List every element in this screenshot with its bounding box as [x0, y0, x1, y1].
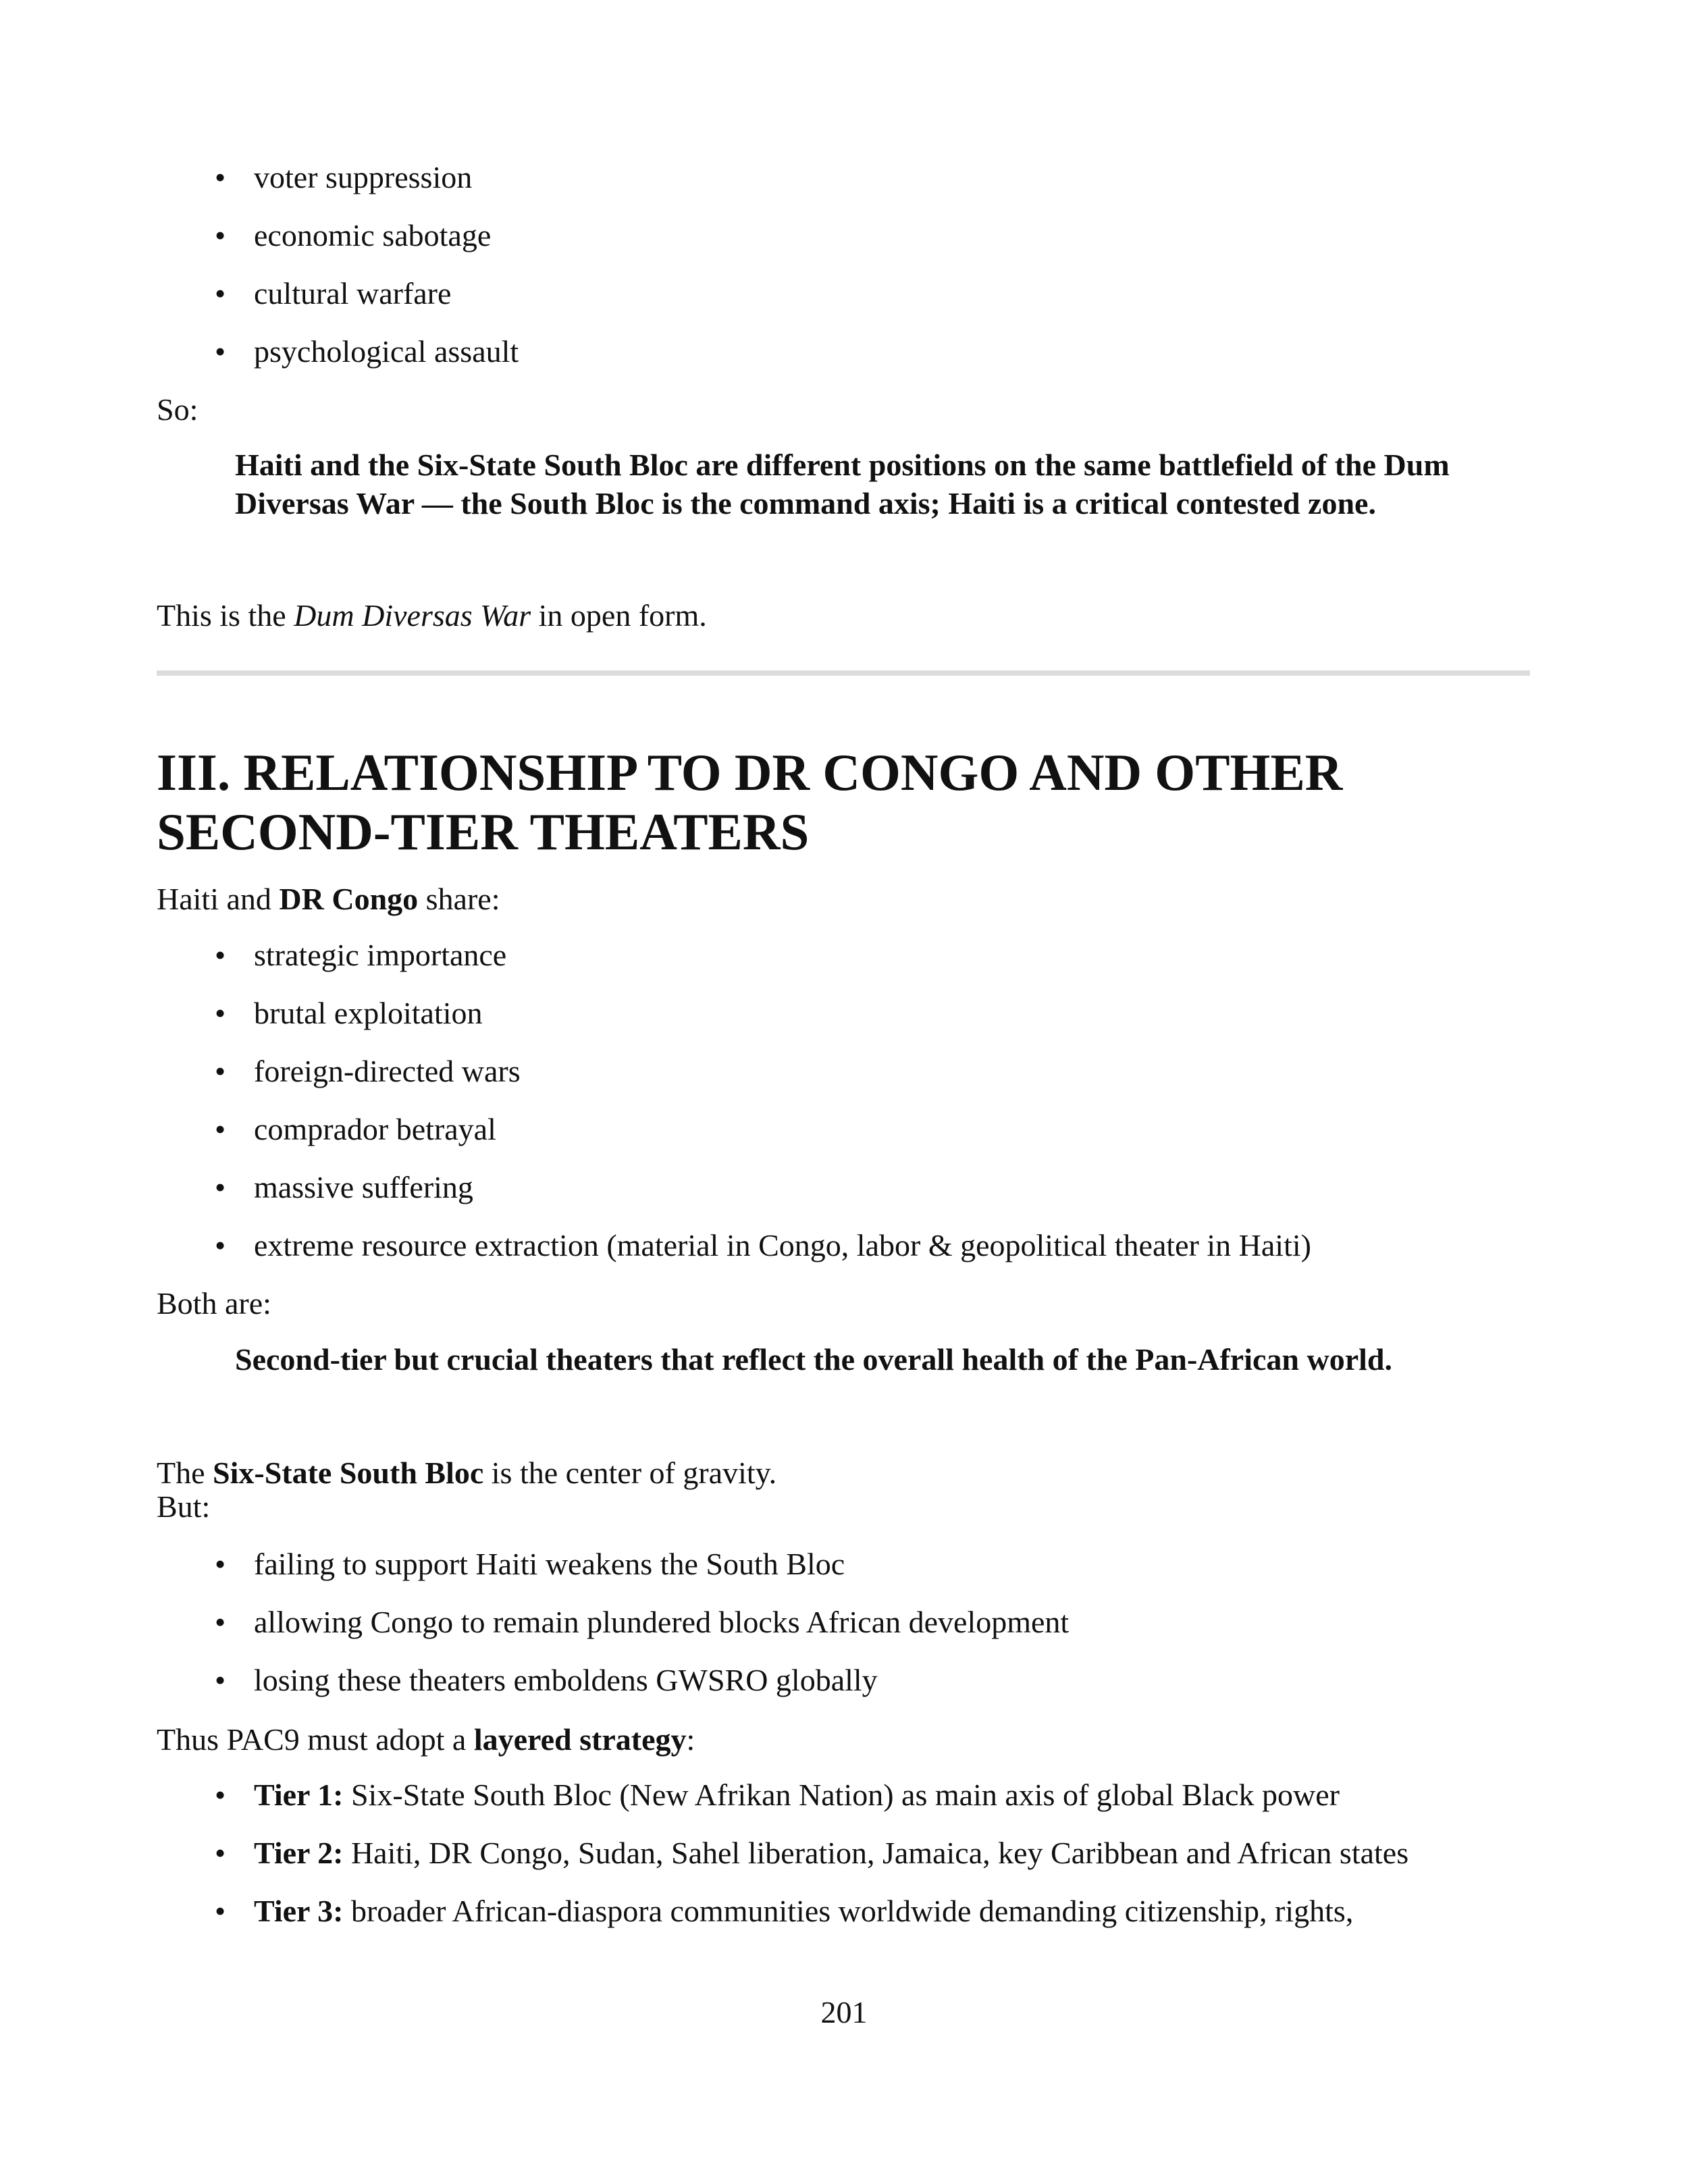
- share-intro: [157, 881, 500, 917]
- strong-text: DR Congo: [279, 882, 419, 916]
- both-label: Both are:: [157, 1286, 271, 1321]
- list-item: • losing these theaters emboldens GWSRO globally: [0, 1662, 1688, 1720]
- text-segment: This is the: [157, 598, 294, 633]
- list-item: • economic sabotage: [0, 217, 1688, 275]
- text-segment: Haiti and: [157, 882, 280, 916]
- list-item: [0, 1893, 1688, 1951]
- strategy-intro: [157, 1722, 695, 1758]
- text-segment: in open form.: [531, 598, 707, 633]
- blockquote-battlefield: Haiti and the Six-State South Bloc are different positions on the same battlefield of the Dum Diversas War — the South Bloc is the command axis; Haiti is a critical contested zone.: [235, 448, 1450, 521]
- text-segment: share:: [418, 882, 500, 916]
- list-item: • massive suffering: [0, 1169, 1688, 1227]
- list-item: • strategic importance: [0, 937, 1688, 995]
- tier-label: Tier 1:: [254, 1778, 344, 1812]
- list-item: • voter suppression: [0, 159, 1688, 217]
- text-segment: Thus PAC9 must adopt a: [157, 1722, 474, 1757]
- grievance-list: [0, 159, 1688, 392]
- blockquote-second-tier: Second-tier but crucial theaters that reflect the overall health of the Pan-African world.: [235, 1342, 1392, 1377]
- tier-text: Haiti, DR Congo, Sudan, Sahel liberation, Jamaica, key Caribbean and African states: [343, 1836, 1409, 1870]
- emphasis-text: Dum Diversas War: [294, 598, 531, 633]
- list-item: • failing to support Haiti weakens the South Bloc: [0, 1546, 1688, 1604]
- strong-text: layered strategy: [473, 1722, 687, 1757]
- section-heading: III. RELATIONSHIP TO DR CONGO AND OTHER SECOND-TIER THEATERS: [157, 743, 1343, 861]
- list-item: • foreign-directed wars: [0, 1053, 1688, 1111]
- page-number: 201: [820, 1995, 868, 2029]
- list-item: • allowing Congo to remain plundered blocks African development: [0, 1604, 1688, 1662]
- tier-label: Tier 3:: [254, 1894, 344, 1928]
- list-item: • extreme resource extraction (material in Congo, labor & geopolitical theater in Haiti): [0, 1227, 1688, 1285]
- text-segment: The: [157, 1456, 213, 1490]
- list-item: • brutal exploitation: [0, 995, 1688, 1053]
- strong-text: Six-State South Bloc: [213, 1456, 484, 1490]
- consequences-list: [0, 1546, 1688, 1720]
- shared-traits-list: [0, 937, 1688, 1285]
- but-label: But:: [157, 1489, 211, 1524]
- list-item: • cultural warfare: [0, 275, 1688, 334]
- list-item: • psychological assault: [0, 334, 1688, 392]
- text-segment: :: [686, 1722, 695, 1757]
- center-of-gravity-line: [157, 1455, 776, 1491]
- tier-label: Tier 2:: [254, 1836, 344, 1870]
- open-form-line: [157, 597, 707, 634]
- list-item: [0, 1777, 1688, 1835]
- list-item: • comprador betrayal: [0, 1111, 1688, 1169]
- tier-text: broader African-diaspora communities worldwide demanding citizenship, rights,: [343, 1894, 1354, 1928]
- text-segment: is the center of gravity.: [483, 1456, 777, 1490]
- so-label: So:: [157, 392, 199, 427]
- section-divider: [157, 670, 1530, 676]
- tier-text: Six-State South Bloc (New Afrikan Nation) as main axis of global Black power: [343, 1778, 1340, 1812]
- tier-list: [0, 1777, 1688, 1951]
- list-item: [0, 1835, 1688, 1893]
